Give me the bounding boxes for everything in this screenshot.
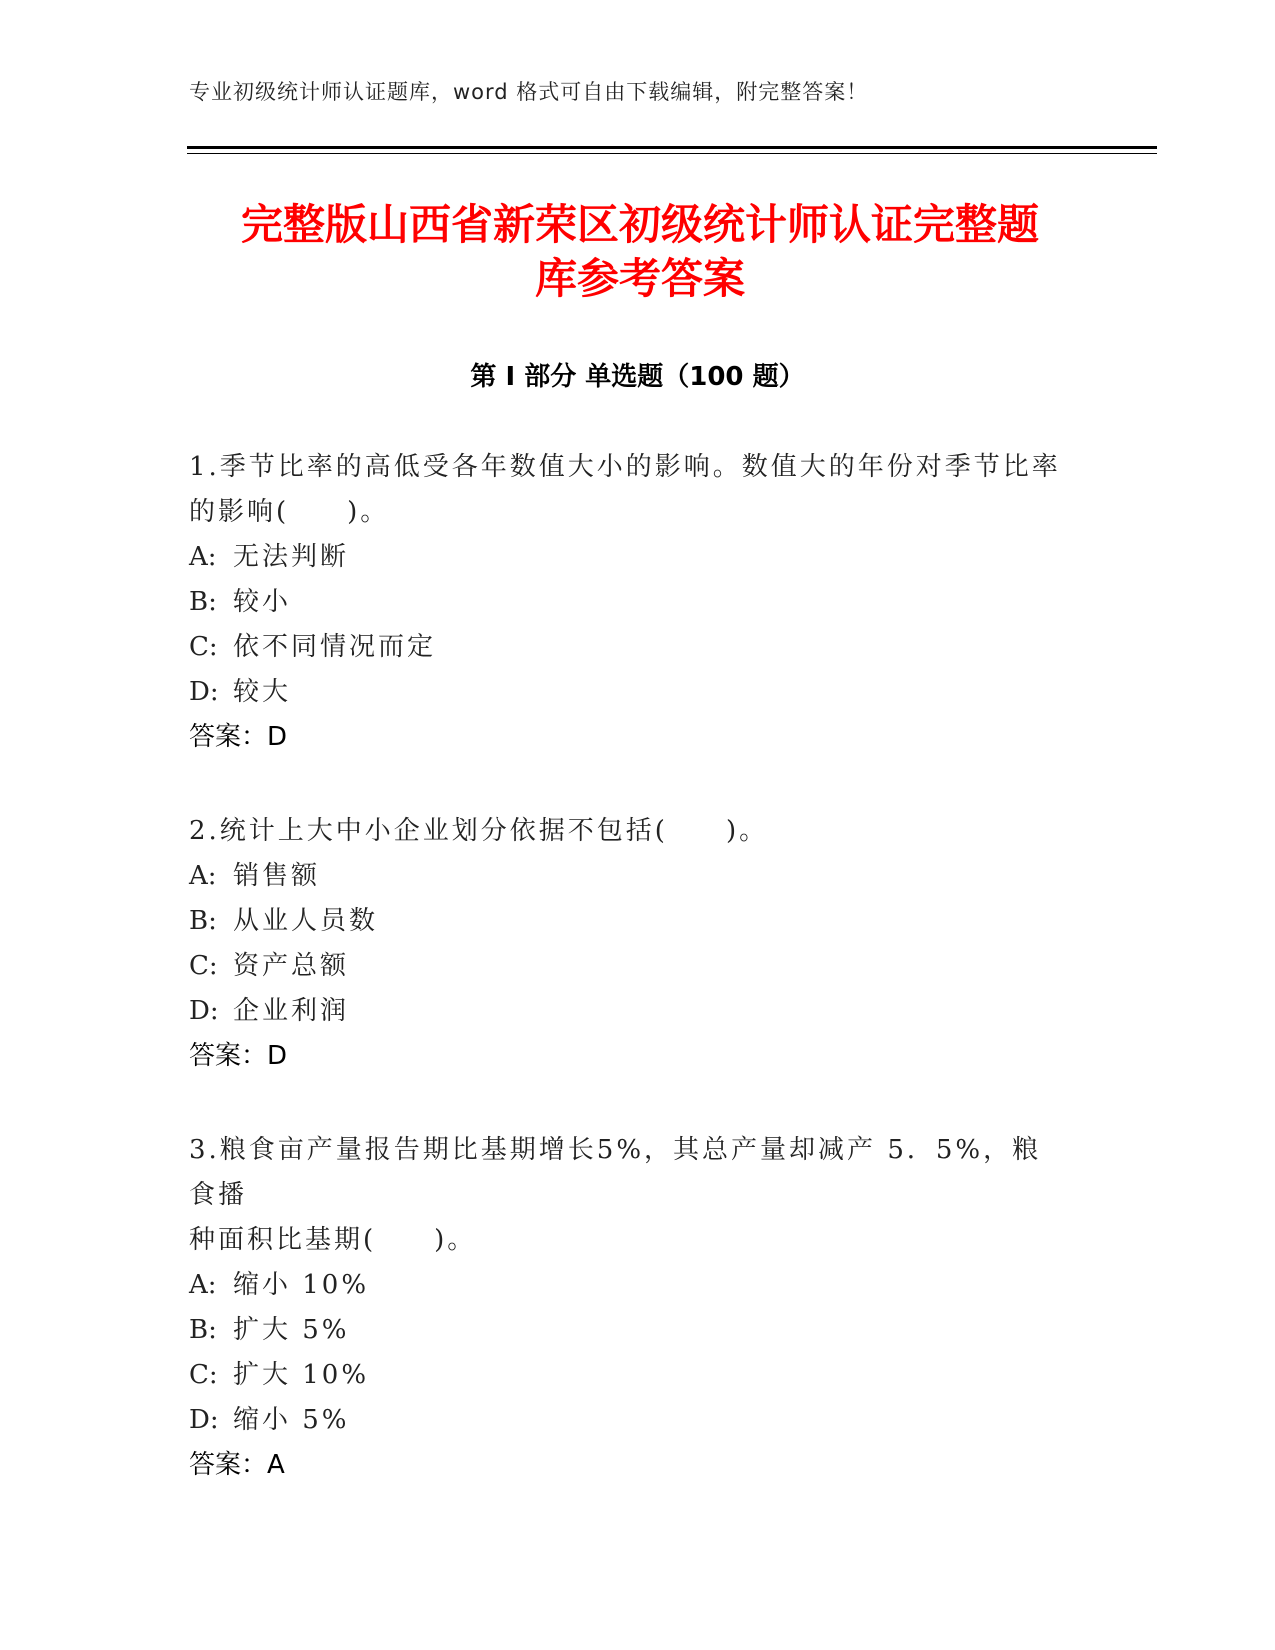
answer-line: 答案：A [189,1450,285,1480]
option-a [189,1263,1069,1308]
option-text: 扩大 5% [233,1315,350,1345]
header-divider-thin [187,153,1157,154]
question-stem-line: 1.季节比率的高低受各年数值大小的影响。数值大的年份对季节比率 [189,452,1061,482]
option-d [189,670,1069,715]
answer-line: 答案：D [189,722,288,752]
option-text: 资产总额 [233,951,350,981]
option-letter: A: [189,1270,217,1300]
option-text: 扩大 10% [233,1360,370,1390]
option-text: 依不同情况而定 [233,632,437,662]
option-letter: B: [189,587,217,617]
option-text: 较小 [233,587,292,617]
option-text: 较大 [233,677,292,707]
option-b [189,899,1069,944]
option-text: 销售额 [233,861,321,891]
option-letter: D: [189,677,219,707]
document-title-line-2: 库参考答案 [534,254,745,303]
option-d [189,1398,1069,1443]
option-letter: D: [189,996,219,1026]
option-letter: C: [189,632,218,662]
question-2 [189,809,1069,1079]
answer-line: 答案：D [189,1041,288,1071]
option-letter: C: [189,1360,218,1390]
option-c [189,1353,1069,1398]
option-text: 从业人员数 [233,906,379,936]
question-stem-line: 的影响( )。 [189,497,390,527]
document-title [160,198,1120,306]
question-3 [189,1128,1069,1488]
option-a [189,854,1069,899]
option-letter: D: [189,1405,219,1435]
question-1 [189,445,1069,760]
option-d [189,989,1069,1034]
option-c [189,625,1069,670]
option-letter: A: [189,542,217,572]
option-c [189,944,1069,989]
option-letter: B: [189,1315,217,1345]
option-a [189,535,1069,580]
question-list [189,445,1069,1537]
question-stem-line: 2.统计上大中小企业划分依据不包括( )。 [189,816,769,846]
option-letter: C: [189,951,218,981]
header-note: 专业初级统计师认证题库，word 格式可自由下载编辑，附完整答案！ [189,80,869,104]
document-title-line-1: 完整版山西省新荣区初级统计师认证完整题 [240,200,1039,249]
question-stem-line: 种面积比基期( )。 [189,1225,477,1255]
option-text: 缩小 10% [233,1270,370,1300]
option-b [189,1308,1069,1353]
question-stem-line: 3.粮食亩产量报告期比基期增长5%，其总产量却减产 5．5%，粮食播 [189,1135,1042,1210]
option-text: 无法判断 [233,542,350,572]
option-letter: B: [189,906,217,936]
header-divider-thick [187,146,1157,149]
option-text: 缩小 5% [233,1405,350,1435]
option-b [189,580,1069,625]
section-title: 第 I 部分 单选题（100 题） [470,362,805,392]
option-text: 企业利润 [233,996,350,1026]
option-letter: A: [189,861,217,891]
